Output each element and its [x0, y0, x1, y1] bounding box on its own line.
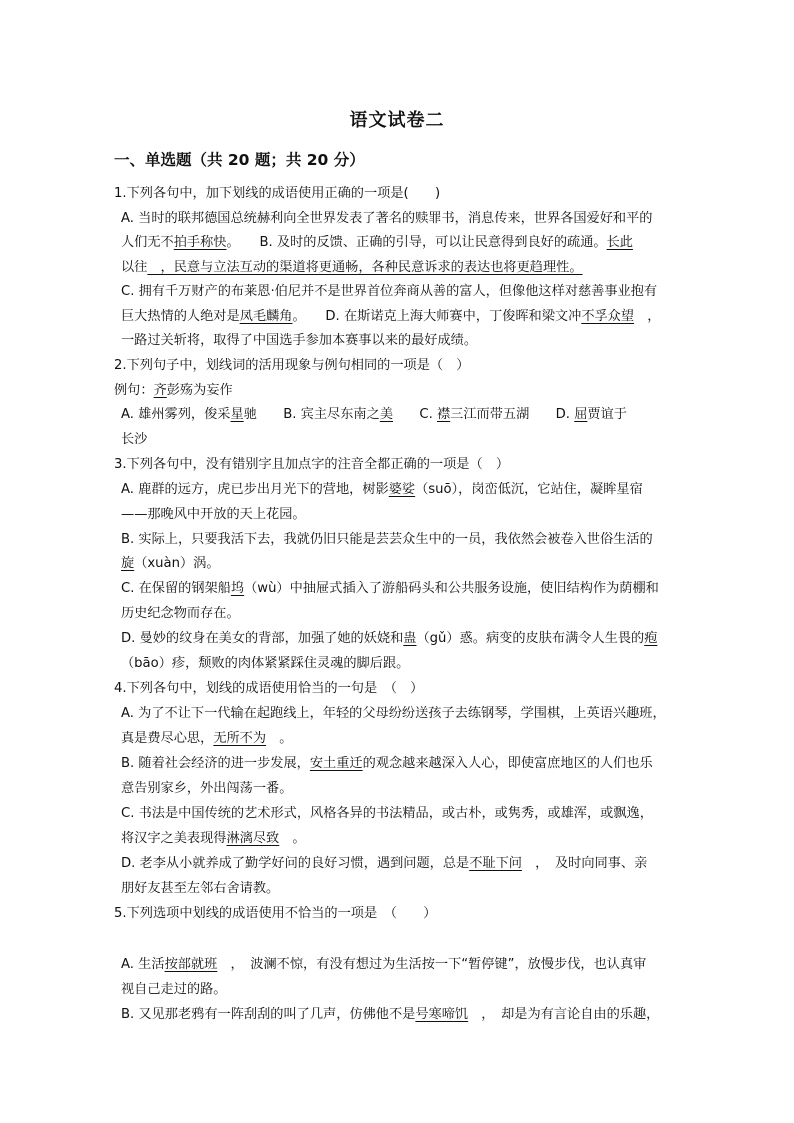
option-line: [121, 282, 657, 302]
underlined-term: 不孚众望: [581, 309, 635, 324]
text-segment: 例句：: [114, 383, 154, 398]
text-segment: 5.下列选项中划线的成语使用不恰当的一项是 （ ）: [114, 906, 437, 921]
underlined-term: 襟: [436, 407, 451, 422]
underlined-term: 安土重迁: [309, 756, 363, 771]
option-line: [121, 480, 643, 500]
text-segment: 4.下列各句中，划线的成语使用恰当的一句是 （ ）: [114, 681, 424, 696]
text-segment: 意告别家乡，外出闯荡一番。: [121, 781, 293, 796]
underlined-term: 齐: [153, 383, 167, 398]
option-line: [121, 233, 633, 253]
underlined-term: 旋: [121, 556, 135, 571]
question-stem-line: [114, 679, 423, 699]
underlined-term: 疱: [644, 631, 658, 646]
text-segment: 视自己走过的路。: [121, 982, 227, 997]
text-segment: （suō），岗峦低沉，它站住，凝眸星宿: [415, 482, 643, 497]
underlined-term: 凤毛麟角: [239, 309, 293, 324]
section-heading: 一、单选题（共 20 题；共 20 分）: [114, 151, 365, 169]
underlined-term: 婆娑: [388, 482, 416, 497]
option-line: [121, 554, 220, 574]
text-segment: ——那晚风中开放的天上花园。: [121, 507, 306, 522]
text-segment: 。: [266, 731, 293, 746]
text-segment: 贾谊于: [587, 407, 627, 422]
option-line: [121, 804, 653, 824]
text-segment: 三江而带五湖 D.: [450, 407, 575, 422]
option-line: [121, 405, 627, 425]
underlined-term: ，民意与立法互动的渠道将更通畅，各种民意诉求的表达也将更趋理性。: [147, 260, 583, 275]
option-line: [121, 754, 653, 774]
text-segment: B. 实际上，只要我活下去，我就仍旧只能是芸芸众生中的一员，我依然会被卷入世俗生活的: [121, 532, 653, 547]
option-line: [121, 980, 227, 1000]
text-segment: ， 波澜不惊，有没有想过为生活按一下“暂停键”，放慢步伐，也认真审: [217, 957, 647, 972]
option-line: [121, 331, 477, 351]
option-line: [121, 829, 306, 849]
text-segment: 将汉字之美表现得: [121, 831, 227, 846]
underlined-term: 号寒啼饥: [415, 1007, 469, 1022]
text-segment: C. 书法是中国传统的艺术形式，风格各异的书法精品，或古朴，或隽秀，或雄浑，或飘逸，: [121, 806, 653, 821]
text-segment: 驰 B. 宾主尽东南之: [243, 407, 380, 422]
underlined-term: 星: [230, 407, 244, 422]
underlined-term: 蛊: [403, 631, 417, 646]
text-segment: ， 及时向同事、亲: [521, 856, 648, 871]
underlined-term: 屈: [574, 407, 588, 422]
text-segment: 。: [279, 831, 306, 846]
underlined-term: 拍手称快: [173, 235, 227, 250]
underlined-term: 不耻下问: [469, 856, 522, 871]
text-segment: 1.下列各句中，加下划线的成语使用正确的一项是( ): [114, 186, 441, 201]
text-segment: 的观念越来越深入人心，即使富庶地区的人们也乐: [362, 756, 653, 771]
option-line: [121, 209, 652, 229]
option-line: [121, 579, 659, 599]
option-line: [121, 258, 583, 278]
text-segment: ， 却是为有言论自由的乐趣，: [468, 1007, 660, 1022]
text-segment: B. 又见那老鸦有一阵刮刮的叫了几声，仿佛他不是: [121, 1007, 416, 1022]
text-segment: 3.下列各句中，没有错别字且加点字的注音全都正确的一项是（ ）: [114, 457, 510, 472]
underlined-term: 坞: [230, 581, 245, 596]
text-segment: B. 随着社会经济的进一步发展，: [121, 756, 310, 771]
text-segment: D. 老李从小就养成了勤学好问的良好习惯，遇到问题，总是: [121, 856, 470, 871]
text-segment: （bāo）疹，颓败的肉体紧紧踩住灵魂的脚后跟。: [121, 656, 410, 671]
option-line: [121, 430, 147, 450]
question-stem-line: [114, 455, 509, 475]
text-segment: 。 B. 及时的反馈、正确的引导，可以让民意得到良好的疏通。: [226, 235, 607, 250]
option-line: [121, 729, 292, 749]
option-line: [121, 854, 647, 874]
text-segment: A. 生活: [121, 957, 165, 972]
text-segment: 巨大热情的人绝对是: [121, 309, 240, 324]
underlined-term: 美: [379, 407, 393, 422]
option-line: [121, 879, 279, 899]
underlined-term: 无所不为: [213, 731, 267, 746]
text-segment: 2.下列句子中，划线词的活用现象与例句相同的一项是（ ）: [114, 358, 470, 373]
text-segment: A. 雄州雾列，俊采: [121, 407, 231, 422]
page-title: 语文试卷二: [349, 110, 445, 131]
text-segment: 一路过关斩将，取得了中国选手参加本赛事以来的最好成绩。: [121, 333, 478, 348]
option-line: [121, 1005, 659, 1025]
text-segment: C. 在保留的钢架船: [121, 581, 231, 596]
question-stem-line: [114, 381, 233, 401]
question-stem-line: [114, 904, 436, 924]
option-line: [121, 955, 646, 975]
text-segment: C. 拥有千万财产的布莱恩·伯尼并不是世界首位奔商从善的富人，但像他这样对慈善事业抱有: [121, 284, 658, 299]
text-segment: ，: [634, 309, 661, 324]
option-line: [121, 779, 292, 799]
text-segment: （xuàn）涡。: [134, 556, 220, 571]
text-segment: 人们无不: [121, 235, 174, 250]
text-segment: C.: [393, 407, 437, 422]
text-segment: 彭殇为妄作: [166, 383, 233, 398]
option-line: [121, 704, 666, 724]
option-line: [121, 654, 409, 674]
text-segment: （wù）中抽屉式插入了游船码头和公共服务设施，使旧结构作为荫棚和: [244, 581, 659, 596]
option-line: [121, 604, 240, 624]
text-segment: D. 曼妙的纹身在美女的背部，加强了她的妖娆和: [121, 631, 404, 646]
underlined-term: 长此: [606, 235, 633, 250]
text-segment: A. 为了不让下一代输在起跑线上，年轻的父母纷纷送孩子去练钢琴，学围棋，上英语兴趣班，: [121, 706, 666, 721]
text-segment: 真是费尽心思，: [121, 731, 214, 746]
option-line: [121, 307, 660, 327]
text-segment: （gǔ）惑。病变的皮肤布满令人生畏的: [416, 631, 645, 646]
text-segment: A. 当时的联邦德国总统赫利向全世界发表了著名的赎罪书，消息传来，世界各国爱好和平的: [121, 211, 653, 226]
text-segment: 以往: [121, 260, 148, 275]
text-segment: 长沙: [121, 432, 148, 447]
option-line: [121, 629, 657, 649]
underlined-term: 按部就班: [164, 957, 218, 972]
text-segment: 历史纪念物而存在。: [121, 606, 240, 621]
question-stem-line: [114, 184, 440, 204]
question-stem-line: [114, 356, 469, 376]
underlined-term: 淋漓尽致: [226, 831, 280, 846]
text-segment: 。 D. 在斯诺克上海大师赛中，丁俊晖和梁文冲: [292, 309, 582, 324]
text-segment: 朋好友甚至左邻右舍请教。: [121, 881, 280, 896]
option-line: [121, 505, 306, 525]
option-line: [121, 530, 653, 550]
text-segment: A. 鹿群的远方，虎已步出月光下的营地，树影: [121, 482, 389, 497]
